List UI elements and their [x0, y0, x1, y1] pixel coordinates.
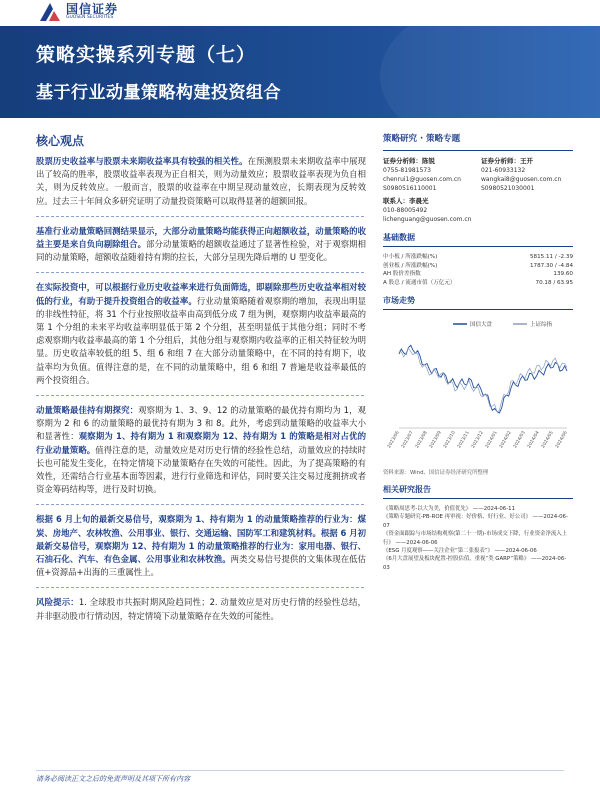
report-category: 策略研究 · 策略专题: [383, 134, 461, 144]
x-tick-label: 2023/07: [401, 430, 415, 450]
sidebar: [383, 132, 573, 572]
x-tick-label: 2024/02: [499, 430, 513, 450]
x-tick-label: 2023/08: [415, 430, 429, 450]
analyst-1-name: 证券分析师：陈锐: [383, 157, 435, 165]
x-tick-label: 2023/06: [387, 430, 401, 450]
chart-source: 资料来源：Wind、国信证券经济研究所整理: [383, 470, 489, 476]
analyst-1-phone: 0755-81981573: [383, 167, 431, 174]
divider: [36, 272, 366, 273]
title-banner: [0, 26, 600, 118]
paragraph-5-highlight-b: 煤炭、房地产、农林牧渔、公用事业、银行、交通运输、国防军工和建筑材料。根据 6 月初最新交易信号，观察期为 12、持有期为 1 的动量策略推荐的行业为：: [36, 514, 366, 551]
sidebar-rule: [383, 150, 573, 151]
report-subtitle: 基于行业动量策略构建投资组合: [36, 83, 281, 103]
market-trend-chart: [383, 316, 573, 466]
market-data-row: [383, 262, 573, 271]
risk-paragraph: [36, 596, 366, 622]
footer-disclaimer: 请务必阅读正文之后的免责声明及其项下所有内容: [36, 770, 564, 784]
paragraph-4-body-a: 观察期为 1、3、9、12 的动量策略的最优持有期均为 1，观察期为 2 和 6 的动量策略的最优持有期为 3 和 8。此外，考虑到动量策略的收益率大小和显著性：: [36, 405, 366, 442]
paragraph-4-highlight-a: 动量策略最佳持有期探究：: [36, 405, 139, 416]
x-tick-label: 2023/09: [429, 430, 443, 450]
logo-en: GUOSEN SECURITIES: [66, 15, 114, 21]
paragraph-4-highlight-b: 观察期为 1、持有期为 1 和观察期为 12、持有期为 1 的策略是相对占优的行业动量策略。: [36, 431, 366, 455]
series-line-1: [399, 348, 567, 412]
company-logo: [40, 0, 118, 24]
contact-email[interactable]: lichenguang@guosen.com.cn: [383, 216, 472, 223]
analyst-2-cert: S0980521030001: [481, 185, 535, 192]
paragraph-1: [36, 155, 366, 208]
analyst-2-phone: 021-60933132: [481, 167, 526, 174]
paragraph-2-body: 部分动量策略的超额收益通过了显著性检验，对于观察期相同的动量策略，超额收益随着持有期的拉长，大部分呈现先降后增的 U 型变化。: [36, 239, 366, 263]
market-data-table: [383, 253, 573, 287]
paragraph-2-highlight: 基准行业动量策略回测结果显示，大部分动量策略均能获得正向超额收益，动量策略的收益主要是来自负向剔除组合。: [36, 225, 366, 250]
x-tick-label: 2023/12: [471, 430, 485, 450]
related-reports-title: 相关研究报告: [383, 485, 431, 494]
core-views-column: [36, 132, 366, 631]
related-reports-list: [383, 505, 573, 572]
top-bar: [0, 0, 600, 26]
x-tick-label: 2024/05: [541, 430, 555, 450]
report-title: 策略实操系列专题（七）: [36, 44, 257, 66]
market-data-label: A 股总 / 流通市值（万亿元）: [383, 279, 456, 286]
paragraph-1-body: 在预测股票未来期收益率中展现出了较高的胜率，股票收益率表现为正自相关，则为动量效应；股票收益率表现为负自相关，则为反转效应。一般而言，股票的收益率在中期呈现动量效应，长期表现为反转效应。过去三十年间众多研究证明了动量投资策略可以取得显著的超额回报。: [36, 156, 366, 206]
market-data-label: AH 股价差指数: [383, 271, 421, 277]
paragraph-3: [36, 281, 366, 387]
risk-body: 1. 全球股市共振时期风险趋同性；2. 动量效应是对历史行情的经验性总结，并非驱动股市行情动因，特定情境下动量策略存在失效的可能性。: [36, 597, 366, 621]
section-title: 核心观点: [36, 134, 85, 148]
paragraph-4-body-b: 值得注意的是，动量效应是对历史行情的经验性总结，动量效应的持续时长也可能发生变化，在特定情境下动量策略存在失效的可能性。因此，为了提高策略的有效性，还需结合行业基本面等因素，进行行业筛选和评估，同时要关注交易过度拥挤或者资金筹码结构等，进行及时切换。: [36, 444, 367, 495]
paragraph-3-highlight: 在实际投资中，可以根据行业历史收益率来进行负面筛选，即剔除那些历史收益率相对较低的行业，有助于提升投资组合的收益率。: [36, 282, 366, 306]
analyst-1-email[interactable]: chenrui1@guosen.com.cn: [383, 176, 461, 183]
related-report-item[interactable]: 《策略专题研究-PB-ROE 再审视：好价格、好行业、好公司》 ——2024-06-07: [383, 514, 568, 529]
paragraph-5: [36, 513, 366, 579]
market-data-label: 创业板 / 所涨跌幅(%): [383, 262, 438, 269]
market-data-row: [383, 253, 573, 262]
logo-cn: 国信证券: [66, 2, 119, 17]
contact-phone: 010-88005492: [383, 207, 428, 214]
market-trend-title: 市场走势: [383, 296, 415, 305]
analyst-2: [481, 157, 573, 193]
analyst-2-name: 证券分析师：王开: [481, 157, 533, 165]
market-trend-svg: [383, 316, 573, 466]
related-report-item[interactable]: 《ESG 月度观察——关注企业“第二张报表”》 ——2024-06-06: [383, 548, 537, 555]
paragraph-3-body: 行业动量策略随着观察期的增加，表现出明显的非线性特征，将 31 个行业按照收益率由高到低分成 7 组为例，观察期内收益率最高的第 1 个分组的未来平均收益率明显低于第 2 个分组，甚至明显低于其他分组；同时不考虑观察期内收益率最高的第 1 个分组后，其他分组与观察期内收益率的正相关特征较为明显。历史收益率较低的组 5、组 6 和组 7 在大部分动量策略中，在不同的持有期下，收益率均为负值。值得注意的是，在不同的动量策略中，组 6 和组 7 普遍是收益率最低的两个投资组合。: [36, 295, 366, 385]
analyst-1: [383, 157, 475, 193]
sidebar-rule: [383, 246, 573, 247]
divider: [36, 587, 366, 588]
market-data-row: [383, 270, 573, 279]
analyst-block: [383, 157, 573, 193]
x-tick-label: 2024/01: [485, 430, 499, 450]
sidebar-rule: [383, 498, 573, 499]
sidebar-rule: [383, 309, 573, 310]
divider: [36, 395, 366, 396]
analyst-1-cert: S0980516110001: [383, 185, 437, 192]
x-tick-label: 2023/11: [457, 430, 471, 450]
series-line-0: [399, 345, 567, 413]
legend-label: 上证综指: [530, 322, 553, 328]
paragraph-5-highlight-a: 根据 6 月上旬的最新交易信号，观察期为 1、持有期为 1 的动量策略推荐的行业为：: [36, 514, 358, 525]
x-tick-label: 2024/03: [513, 430, 527, 450]
paragraph-2: [36, 225, 366, 265]
paragraph-5-body: 两类交易信号提供的文集体现在低估值+资源品+出海的三重属性上。: [36, 554, 367, 578]
contact-name: 联系人：李晨光: [383, 197, 429, 205]
related-report-item[interactable]: 《6月大盘展望及板块配置-控股估值，重视“类 GARP”策略》 ——2024-06-03: [383, 556, 567, 571]
divider: [36, 216, 366, 217]
risk-label: 风险提示：: [36, 597, 79, 608]
legend-label: 国信大盘: [470, 322, 493, 328]
market-data-value: 5815.11 / -2.39: [529, 254, 573, 260]
logo-mark-icon: [40, 3, 60, 21]
paragraph-4: [36, 404, 366, 496]
market-data-value: 139.60: [553, 271, 573, 277]
paragraph-1-highlight: 股票历史收益率与股票未来期收益率具有较强的相关性。: [36, 156, 248, 166]
related-report-item[interactable]: 《策略周思考-以大为美，价值优先》 ——2024-06-11: [383, 506, 516, 512]
analyst-2-email[interactable]: wangkai8@guosen.com.cn: [481, 176, 562, 183]
market-data-row: [383, 279, 573, 288]
divider: [36, 504, 366, 505]
market-data-value: 1787.30 / -4.84: [529, 262, 573, 269]
paragraph-5-highlight-c: 家用电器、银行、石油石化、汽车、有色金属、公用事业和农林牧渔。: [36, 540, 366, 565]
market-data-title: 基础数据: [383, 233, 415, 242]
x-tick-label: 2024/04: [527, 430, 541, 450]
x-tick-label: 2023/10: [443, 430, 457, 450]
contact-block: [383, 197, 573, 224]
related-report-item[interactable]: 《资金面跟踪与市场结构观察(第二十一期)-市场成交下降，行业资金净流入上行》 ——2024-06-06: [383, 531, 568, 546]
x-tick-label: 2024/06: [555, 430, 569, 450]
market-data-label: 中小板 / 所涨跌幅(%): [383, 254, 438, 260]
market-data-value: 70.18 / 63.95: [535, 279, 573, 286]
